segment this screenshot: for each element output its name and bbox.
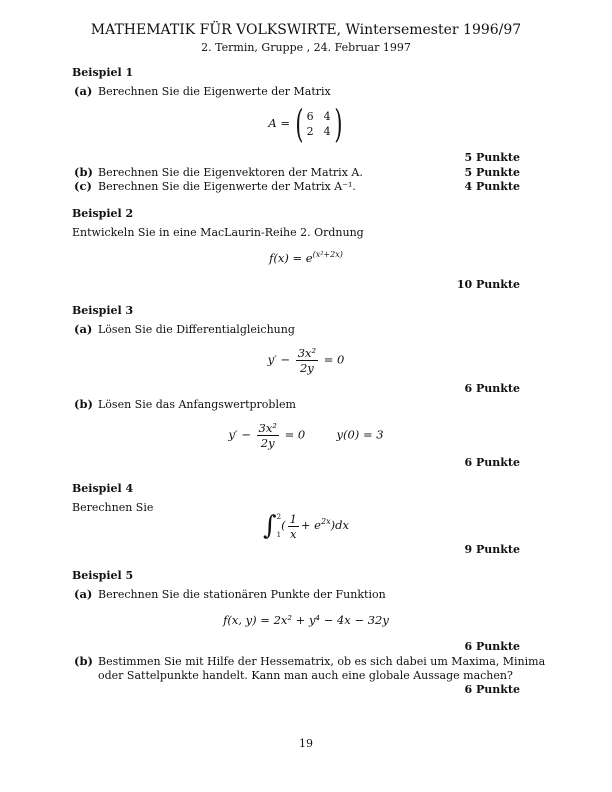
matrix-cell: 4 bbox=[323, 110, 331, 123]
b3-b-label: (b) bbox=[74, 397, 93, 411]
b1-a-label: (a) bbox=[74, 84, 93, 98]
b3-eq-lhs: y′ − bbox=[228, 427, 251, 442]
b5-b-text-line1: Bestimmen Sie mit Hilfe der Hessematrix, ob es sich dabei um Maxima, Minima bbox=[98, 655, 546, 668]
b3-initial-condition: y(0) = 3 bbox=[336, 427, 384, 442]
b4-fraction bbox=[288, 512, 299, 541]
matrix-cell: 2 bbox=[306, 125, 314, 138]
b1-matrix-formula bbox=[0, 102, 612, 146]
b5-heading: Beispiel 5 bbox=[72, 569, 134, 582]
b3-a-label: (a) bbox=[74, 322, 93, 336]
b1-matrix-lhs: A = bbox=[268, 116, 290, 130]
b3-heading: Beispiel 3 bbox=[72, 304, 134, 317]
b3-frac-num: 3x² bbox=[297, 346, 317, 360]
page-number: 19 bbox=[299, 737, 313, 750]
exam-title: MATHEMATIK FÜR VOLKSWIRTE, Wintersemester 1996/97 bbox=[90, 22, 522, 38]
b4-open-paren: ( bbox=[281, 518, 286, 532]
b4-close: )dx bbox=[330, 518, 349, 532]
b4-rest: + e bbox=[300, 518, 321, 532]
integral-sign: ∫ bbox=[263, 511, 277, 541]
b1-matrix bbox=[294, 102, 344, 146]
b2-points: 10 Punkte bbox=[456, 278, 520, 291]
b4-integral bbox=[0, 508, 612, 544]
b3-b-points: 6 Punkte bbox=[464, 456, 520, 469]
b2-formula-lhs: f(x) = e bbox=[269, 250, 313, 265]
b1-b-text: Berechnen Sie die Eigenvektoren der Matrix A. bbox=[98, 166, 363, 179]
b4-points: 9 Punkte bbox=[464, 543, 520, 556]
matrix-cell: 6 bbox=[306, 110, 314, 123]
matrix-left-paren: ( bbox=[294, 102, 304, 146]
b3-eq-rhs: = 0 bbox=[323, 352, 345, 367]
b5-a-text: Berechnen Sie die stationären Punkte der Funktion bbox=[98, 588, 386, 601]
b2-formula-exponent: (x²+2x) bbox=[312, 250, 343, 259]
b3-fraction bbox=[296, 346, 318, 375]
b3-a-equation bbox=[0, 346, 612, 375]
b3-a-text: Lösen Sie die Differentialgleichung bbox=[98, 323, 295, 336]
exam-subtitle: 2. Termin, Gruppe , 24. Februar 1997 bbox=[201, 41, 411, 54]
b4-exponent: 2x bbox=[321, 517, 331, 527]
b4-frac-den: x bbox=[289, 526, 297, 541]
b2-text: Entwickeln Sie in eine MacLaurin-Reihe 2. Ordnung bbox=[72, 226, 364, 239]
b3-eq-rhs: = 0 bbox=[284, 427, 306, 442]
b5-b-points: 6 Punkte bbox=[464, 683, 520, 696]
b1-a-points: 5 Punkte bbox=[464, 151, 520, 164]
b3-b-equation bbox=[0, 421, 612, 450]
integral-lower-bound: 1 bbox=[276, 531, 282, 539]
b1-c-text: Berechnen Sie die Eigenwerte der Matrix A⁻¹. bbox=[98, 180, 356, 193]
integral-upper-bound: 2 bbox=[276, 513, 282, 521]
b1-c-label: (c) bbox=[74, 179, 92, 193]
b5-a-points: 6 Punkte bbox=[464, 640, 520, 653]
b3-eq-lhs: y′ − bbox=[267, 352, 291, 367]
b3-frac-den: 2y bbox=[299, 361, 314, 375]
b3-frac-den: 2y bbox=[260, 436, 275, 450]
b4-heading: Beispiel 4 bbox=[72, 482, 134, 495]
b1-heading: Beispiel 1 bbox=[72, 66, 134, 79]
b5-b-text-line2: oder Sattelpunkte handelt. Kann man auch eine globale Aussage machen? bbox=[98, 669, 513, 682]
b1-c-points: 4 Punkte bbox=[464, 180, 520, 193]
b5-b-label: (b) bbox=[74, 654, 93, 668]
matrix-cell: 4 bbox=[323, 125, 331, 138]
b2-formula bbox=[0, 250, 612, 265]
b3-fraction bbox=[257, 421, 279, 450]
b5-formula: f(x, y) = 2x² + y⁴ − 4x − 32y bbox=[223, 613, 389, 627]
b1-b-label: (b) bbox=[74, 165, 93, 179]
matrix-right-paren: ) bbox=[334, 102, 343, 146]
b2-heading: Beispiel 2 bbox=[72, 207, 134, 220]
b1-a-text: Berechnen Sie die Eigenwerte der Matrix bbox=[98, 85, 331, 98]
b1-b-points: 5 Punkte bbox=[464, 166, 520, 179]
b3-frac-num: 3x² bbox=[258, 421, 277, 435]
b3-b-text: Lösen Sie das Anfangswertproblem bbox=[98, 398, 296, 411]
b4-frac-num: 1 bbox=[289, 511, 297, 526]
b4-text: Berechnen Sie bbox=[72, 501, 154, 514]
b5-a-label: (a) bbox=[74, 587, 93, 601]
b3-a-points: 6 Punkte bbox=[464, 382, 520, 395]
